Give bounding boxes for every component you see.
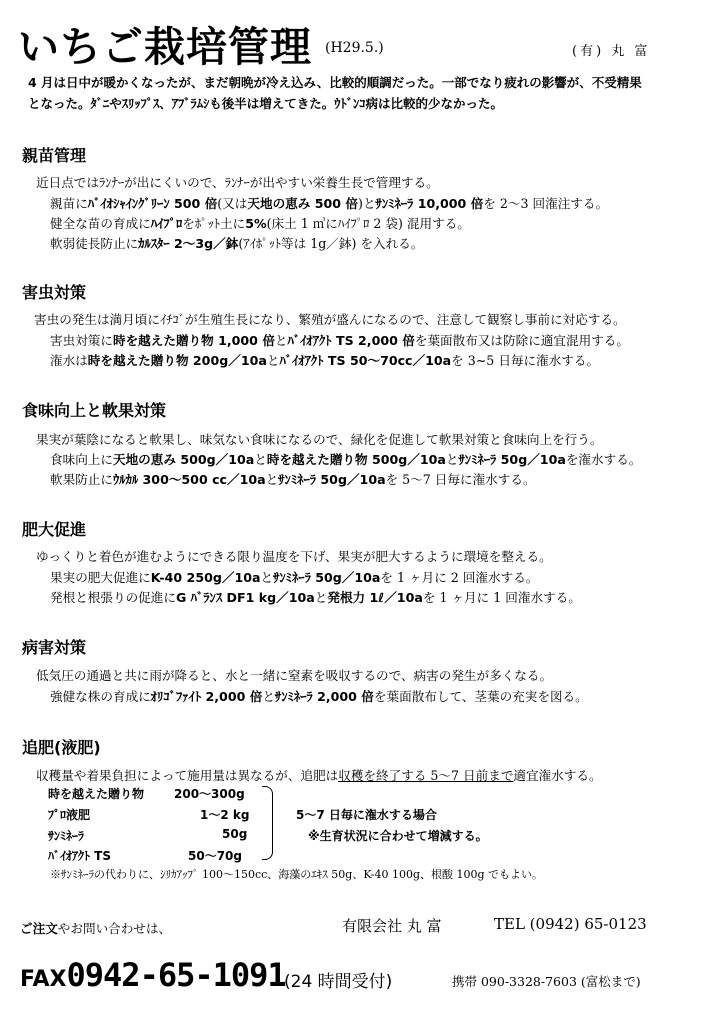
section-text: 果実が葉陰になると軟果し、味気ない食味になるので、緑化を促進して軟果対策と食味向上を行う。 bbox=[36, 432, 603, 447]
text: を葉面散布又は防除に適宜混用する。 bbox=[414, 333, 629, 348]
text: と bbox=[265, 472, 279, 487]
text: (又は bbox=[217, 196, 248, 211]
footnote: ※ｻﾝﾐﾈｰﾗの代わりに、ｼﾘｶｱｯﾌﾟ 100～150cc、海藻のｴｷｽ 50g、K-40 100g、根酸 100g でもよい。 bbox=[50, 868, 544, 881]
table-row-amount: 1～2 kg bbox=[200, 808, 250, 822]
table-row-amount: 50g bbox=[222, 827, 248, 841]
section-text: 低気圧の通過と共に雨が降ると、水と一緒に窒素を吸収するので、病害の発生が多くなる。 bbox=[36, 668, 553, 683]
product: ﾊﾞｲｵｱｸﾄ TS 2,000 倍 bbox=[287, 333, 415, 348]
text: 食味向上に bbox=[50, 452, 113, 467]
table-row-amount: 50～70g bbox=[188, 849, 242, 863]
section-heading: 追肥(液肥) bbox=[22, 738, 101, 757]
intro-line: 4 月は日中が暖かくなったが、まだ朝晩が冷え込み、比較的順調だった。一部でなり疲れの影響が、不受精果 bbox=[28, 75, 642, 90]
intro-line: となった。ﾀﾞﾆやｽﾘｯﾌﾟｽ、ｱﾌﾞﾗﾑｼも後半は増えてきた。ｳﾄﾞﾝｺ病は比較的少なかった。 bbox=[28, 96, 504, 111]
note-text: ※生育状況に合わせて増減する。 bbox=[308, 829, 488, 843]
text: と bbox=[262, 689, 275, 704]
section-heading: 肥大促進 bbox=[22, 520, 87, 539]
product: ﾊﾞｲｵｱｸﾄ TS 50～70cc／10a bbox=[279, 353, 452, 368]
product: ｻﾝﾐﾈｰﾗ 50g／10a bbox=[273, 570, 381, 585]
section-text: ゆっくりと着色が進むようにできる限り温度を下げ、果実が肥大するように環境を整える。 bbox=[36, 549, 552, 564]
text: 親苗に bbox=[50, 196, 88, 211]
product: 発根力 1ℓ／10a bbox=[327, 590, 423, 605]
section-heading: 害虫対策 bbox=[22, 283, 87, 302]
text: を 3~5 日毎に潅水する。 bbox=[451, 353, 600, 368]
fax-number: 0942-65-1091 bbox=[66, 956, 286, 994]
product: ｻﾝﾐﾈｰﾗ 10,000 倍 bbox=[375, 196, 484, 211]
text: と bbox=[274, 333, 288, 348]
text: を 1 ヶ月に 2 回潅水する。 bbox=[380, 570, 539, 585]
section-text bbox=[50, 686, 588, 705]
text: 軟弱徒長防止に bbox=[50, 236, 139, 251]
product: ｵﾘｺﾞﾌｧｲﾄ 2,000 倍 bbox=[150, 689, 263, 704]
section-text bbox=[50, 567, 538, 586]
fax-label: FAX bbox=[20, 967, 67, 992]
section-text bbox=[50, 350, 599, 369]
text: を 5～7 日毎に潅水する。 bbox=[385, 472, 536, 487]
text: と bbox=[254, 452, 267, 467]
product: ﾊﾞｲｵｼｬｲﾝｸﾞﾘｰﾝ 500 倍 bbox=[87, 196, 218, 211]
fax-note: (24 時間受付) bbox=[284, 972, 393, 992]
section-text bbox=[50, 330, 629, 349]
section-text bbox=[50, 449, 641, 468]
text: 果実の肥大促進に bbox=[50, 570, 151, 585]
text: を 1 ヶ月に 1 回潅水する。 bbox=[422, 590, 581, 605]
text: と bbox=[266, 353, 280, 368]
text: 潅水は bbox=[50, 353, 88, 368]
text: 適宜潅水する。 bbox=[513, 768, 602, 783]
product: ｶﾙｽﾀｰ 2～3g／鉢 bbox=[138, 236, 239, 251]
text: を葉面散布して、茎葉の充実を図る。 bbox=[373, 689, 588, 704]
table-row-name: 時を越えた贈り物 bbox=[48, 787, 145, 801]
text: 発根と根張りの促進に bbox=[50, 590, 176, 605]
product: ｻﾝﾐﾈｰﾗ 2,000 倍 bbox=[274, 689, 374, 704]
order-text bbox=[20, 918, 171, 937]
tel-number: TEL (0942) 65-0123 bbox=[494, 915, 647, 933]
text: をﾎﾟｯﾄ土に bbox=[182, 216, 246, 231]
product: G ﾊﾞﾗﾝｽ DF1 kg／10a bbox=[175, 590, 315, 605]
product: 時を越えた贈り物 500g／10a bbox=[266, 452, 446, 467]
text: 収穫量や着果負担によって施用量は異なるが、追肥は bbox=[36, 768, 339, 783]
product: 天地の恵み 500 倍 bbox=[247, 196, 359, 211]
section-text bbox=[36, 765, 602, 784]
text: 軟果防止に bbox=[50, 472, 113, 487]
product: 天地の恵み 500g／10a bbox=[112, 452, 255, 467]
section-heading: 病害対策 bbox=[22, 638, 87, 657]
fax-line bbox=[20, 956, 286, 994]
text: と bbox=[260, 570, 274, 585]
product: K-40 250g／10a bbox=[150, 570, 261, 585]
section-heading: 食味向上と軟果対策 bbox=[22, 401, 167, 420]
company-tag: (有) 丸 富 bbox=[572, 44, 651, 59]
product: ｻﾝﾐﾈｰﾗ 50g／10a bbox=[278, 472, 386, 487]
text: を潅水する。 bbox=[565, 452, 642, 467]
text: ご注文 bbox=[20, 921, 58, 936]
text: やお問い合わせは、 bbox=[57, 921, 172, 936]
product: 時を越えた贈り物 200g／10a bbox=[87, 353, 267, 368]
text: 害虫対策に bbox=[50, 333, 113, 348]
section-text bbox=[50, 587, 581, 606]
product: ﾊｲﾌﾟﾛ bbox=[150, 216, 183, 231]
section-text bbox=[50, 469, 536, 488]
table-row-name: ｻﾝﾐﾈｰﾗ bbox=[48, 829, 85, 843]
table-row-amount: 200～300g bbox=[174, 787, 245, 801]
product: 5% bbox=[245, 216, 267, 231]
section-heading: 親苗管理 bbox=[22, 146, 87, 165]
text: 収穫を終了する 5～7 日前まで bbox=[338, 768, 514, 783]
company-name: 有限会社 丸 富 bbox=[342, 917, 442, 935]
text: 強健な株の育成に bbox=[50, 689, 151, 704]
date-label: (H29.5.) bbox=[325, 40, 384, 56]
product: ｻﾝﾐﾈｰﾗ 50g／10a bbox=[458, 452, 566, 467]
brace-bracket bbox=[262, 786, 273, 860]
product: 時を越えた贈り物 1,000 倍 bbox=[112, 333, 275, 348]
section-text bbox=[50, 193, 608, 212]
text: )と bbox=[358, 196, 376, 211]
text: 健全な苗の育成に bbox=[50, 216, 151, 231]
table-row-name: ﾊﾞｲｵｱｸﾄ TS bbox=[48, 849, 112, 863]
text: (床土 1 ㎥にﾊｲﾌﾟﾛ 2 袋) 混用する。 bbox=[266, 216, 470, 231]
section-text bbox=[50, 233, 423, 252]
section-text: 害虫の発生は満月頃にｲﾁｺﾞが生殖生長になり、繁殖が盛んになるので、注意して観察し事前に対応する。 bbox=[34, 312, 626, 327]
section-text bbox=[50, 213, 470, 232]
text: と bbox=[314, 590, 328, 605]
section-text: 近日点ではﾗﾝﾅｰが出にくいので、ﾗﾝﾅｰが出やすい栄養生長で管理する。 bbox=[36, 175, 439, 190]
text: (ｱｲﾎﾟｯﾄ等は 1g／鉢) を入れる。 bbox=[238, 236, 424, 251]
mobile-number: 携帯 090-3328-7603 (富松まで) bbox=[452, 974, 641, 989]
note-text: 5～7 日毎に潅水する場合 bbox=[296, 808, 437, 822]
table-row-name: ﾌﾟﾛ液肥 bbox=[48, 808, 91, 822]
page-title: いちご栽培管理 bbox=[18, 23, 312, 71]
text: を 2～3 回潅注する。 bbox=[483, 196, 609, 211]
product: ｳﾙｶﾙ 300～500 cc／10a bbox=[112, 472, 266, 487]
text: と bbox=[445, 452, 459, 467]
